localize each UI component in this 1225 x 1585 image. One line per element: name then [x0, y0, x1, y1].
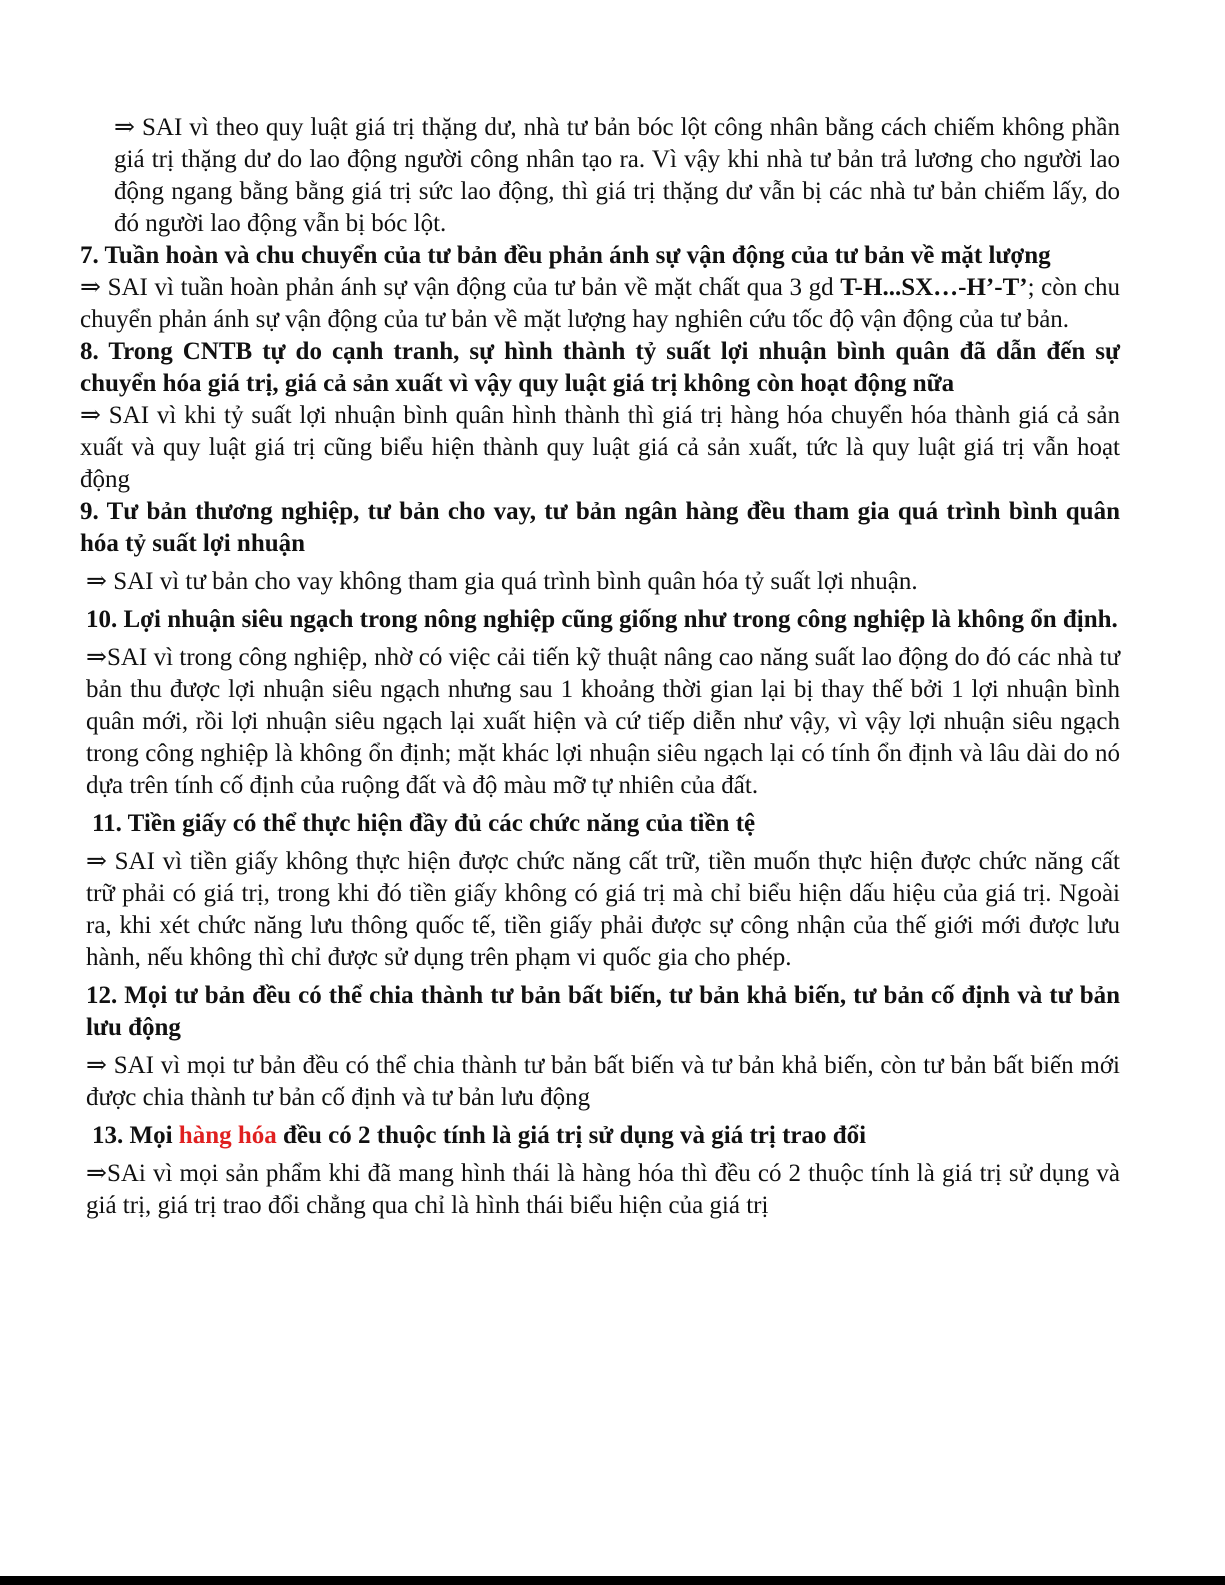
- question-heading: [80, 1120, 1120, 1152]
- text-run: ⇒ SAI vì tư bản cho vay không tham gia quá trình bình quân hóa tỷ suất lợi nhuận.: [86, 568, 918, 595]
- text-run: ⇒ SAI vì mọi tư bản đều có thể chia thành tư bản bất biến và tư bản khả biến, còn tư bản bất biến mới được chia thành tư bản cố định và tư bản lưu động: [86, 1052, 1120, 1111]
- text-run: ⇒ SAI vì khi tỷ suất lợi nhuận bình quân hình thành thì giá trị hàng hóa chuyển hóa thành giá cả sản xuất và quy luật giá trị cũng biểu hiện thành quy luật giá cả sản xuất, tức là quy luật giá trị vẫn hoạt động: [80, 402, 1120, 493]
- answer-paragraph: [80, 846, 1120, 974]
- text-run: 9. Tư bản thương nghiệp, tư bản cho vay, tư bản ngân hàng đều tham gia quá trình bình quân hóa tỷ suất lợi nhuận: [80, 498, 1120, 557]
- answer-paragraph: [80, 1158, 1120, 1222]
- text-run: 7. Tuần hoàn và chu chuyển của tư bản đều phản ánh sự vận động của tư bản về mặt lượng: [80, 242, 1051, 269]
- answer-paragraph: [80, 566, 1120, 598]
- question-heading: [80, 808, 1120, 840]
- text-run: 8. Trong CNTB tự do cạnh tranh, sự hình thành tỷ suất lợi nhuận bình quân đã dẫn đến sự chuyển hóa giá trị, giá cả sản xuất vì vậy quy luật giá trị không còn hoạt động nữa: [80, 338, 1120, 397]
- document-body: [80, 112, 1120, 1222]
- highlighted-term: hàng hóa: [178, 1122, 277, 1149]
- text-run: 11. Tiền giấy có thể thực hiện đầy đủ các chức năng của tiền tệ: [92, 810, 756, 837]
- answer-paragraph: [80, 400, 1120, 496]
- question-heading: [80, 336, 1120, 400]
- answer-paragraph: [80, 1050, 1120, 1114]
- text-run: 10. Lợi nhuận siêu ngạch trong nông nghiệp cũng giống như trong công nghiệp là không ổn định.: [86, 606, 1118, 633]
- page-bottom-rule: [0, 1576, 1225, 1585]
- text-run: ⇒ SAI vì tiền giấy không thực hiện được chức năng cất trữ, tiền muốn thực hiện được chức năng cất trữ phải có giá trị, trong khi đó tiền giấy không có giá trị mà chỉ biểu hiện dấu hiệu của giá trị. Ngoài ra, khi xét chức năng lưu thông quốc tế, tiền giấy phải được sự công nhận của thế giới mới được lưu hành, nếu không thì chỉ được sử dụng trên phạm vi quốc gia cho phép.: [86, 848, 1120, 971]
- answer-paragraph: [80, 112, 1120, 240]
- question-heading: [80, 496, 1120, 560]
- text-run: ⇒ SAI vì tuần hoàn phản ánh sự vận động của tư bản về mặt chất qua 3 gd: [80, 274, 841, 301]
- text-run: đều có 2 thuộc tính là giá trị sử dụng và giá trị trao đổi: [276, 1122, 867, 1149]
- text-run: 12. Mọi tư bản đều có thể chia thành tư bản bất biến, tư bản khả biến, tư bản cố định và tư bản lưu động: [86, 982, 1120, 1041]
- text-run: ; còn chu chuyển phản ánh sự vận động của tư bản về mặt lượng hay nghiên cứu tốc độ vận động của tư bản.: [80, 274, 1121, 333]
- text-run: ⇒SAI vì trong công nghiệp, nhờ có việc cải tiến kỹ thuật nâng cao năng suất lao động do đó các nhà tư bản thu được lợi nhuận siêu ngạch nhưng sau 1 khoảng thời gian lại bị thay thế bởi 1 lợi nhuận bình quân mới, rồi lợi nhuận siêu ngạch lại xuất hiện và cứ tiếp diễn như vậy, vì vậy lợi nhuận siêu ngạch trong công nghiệp là không ổn định; mặt khác lợi nhuận siêu ngạch lại có tính ổn định và lâu dài do nó dựa trên tính cố định của ruộng đất và độ màu mỡ tự nhiên của đất.: [86, 644, 1120, 799]
- question-heading: [80, 604, 1120, 636]
- text-run: 13. Mọi: [92, 1122, 179, 1149]
- answer-paragraph: [80, 642, 1120, 802]
- answer-paragraph: [80, 272, 1120, 336]
- question-heading: [80, 980, 1120, 1044]
- text-run: ⇒SAi vì mọi sản phẩm khi đã mang hình thái là hàng hóa thì đều có 2 thuộc tính là giá trị sử dụng và giá trị, giá trị trao đổi chẳng qua chỉ là hình thái biểu hiện của giá trị: [86, 1160, 1120, 1219]
- text-run: T-H...SX…-H’-T’: [840, 274, 1028, 301]
- question-heading: [80, 240, 1120, 272]
- text-run: ⇒ SAI vì theo quy luật giá trị thặng dư, nhà tư bản bóc lột công nhân bằng cách chiếm không phần giá trị thặng dư do lao động người công nhân tạo ra. Vì vậy khi nhà tư bản trả lương cho người lao động ngang bằng bằng giá trị sức lao động, thì giá trị thặng dư vẫn bị các nhà tư bản chiếm lấy, do đó người lao động vẫn bị bóc lột.: [114, 114, 1120, 237]
